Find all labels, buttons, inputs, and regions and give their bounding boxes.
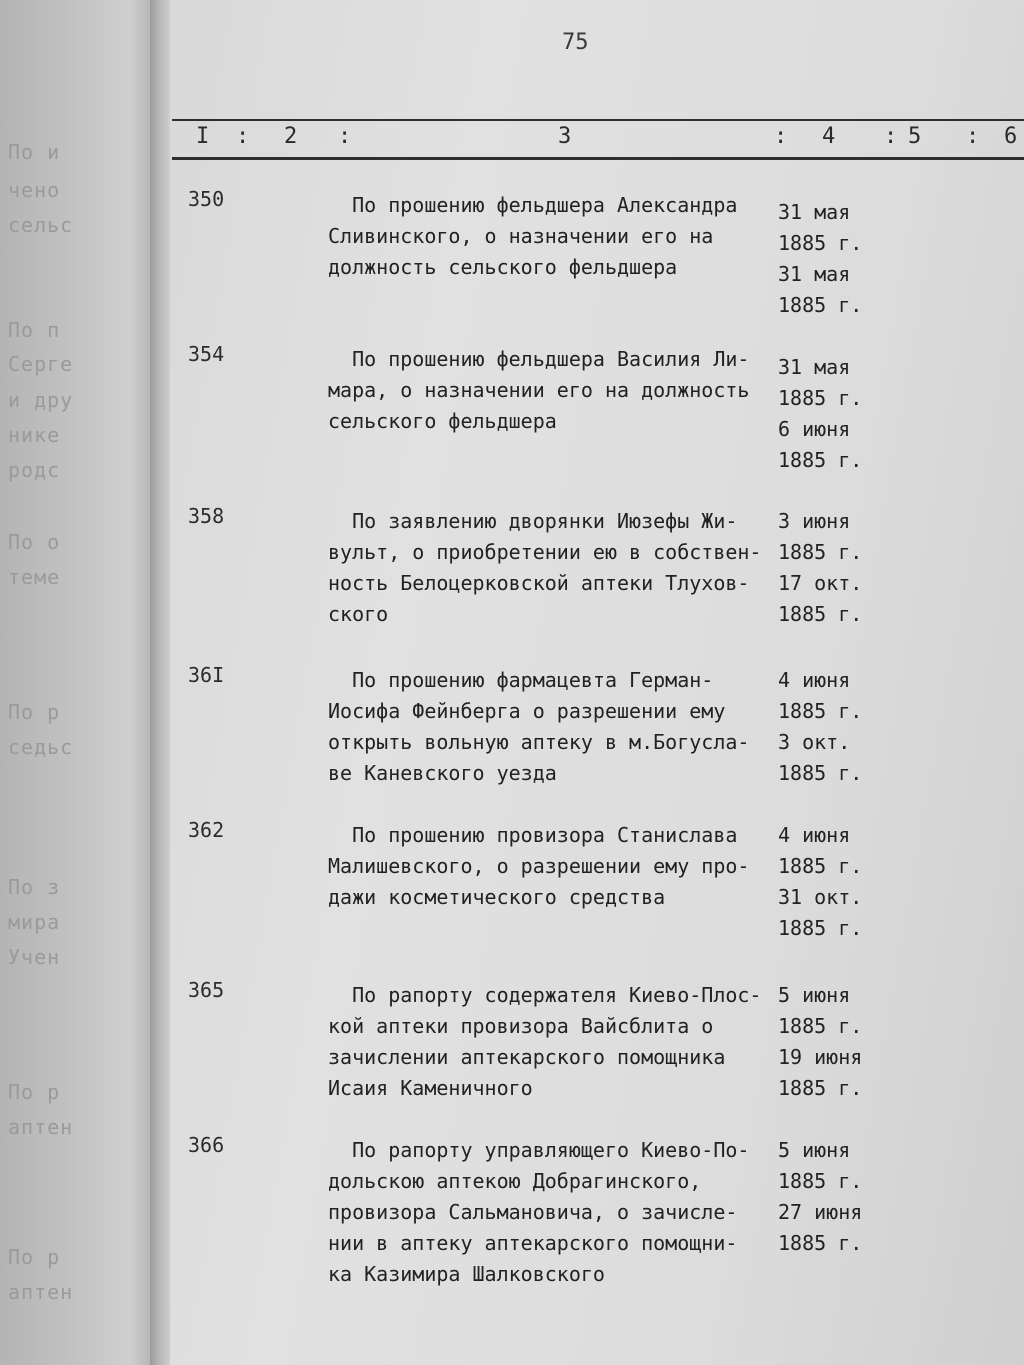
bleed-text: сельс	[8, 213, 74, 237]
bleed-text: По р	[8, 1245, 61, 1269]
entry-description: По прошению фельдшера Александра Сливинского, о назначении его на должность сельского фельдшера	[328, 193, 738, 279]
entry-description: По прошению провизора Станислава Малишевского, о разрешении ему про- дажи косметического средства	[328, 823, 750, 909]
column-separator: :	[966, 124, 980, 149]
entry-number: 354	[188, 342, 225, 366]
column-separator: :	[884, 124, 898, 149]
bleed-text: аптен	[8, 1280, 74, 1304]
entry-dates: 5 июня 1885 г. 27 июня 1885 г.	[778, 1138, 863, 1255]
entry-dates: 4 июня 1885 г. 3 окт. 1885 г.	[778, 668, 863, 785]
entry-number: 358	[188, 504, 225, 528]
entry-dates: 3 июня 1885 г. 17 окт. 1885 г.	[778, 509, 863, 626]
column-header-4: 4	[822, 124, 836, 149]
bleed-text: мира	[8, 910, 61, 934]
column-header-6: 6	[1004, 124, 1018, 149]
bleed-text: По и	[8, 140, 61, 164]
bleed-text: чено	[8, 178, 61, 202]
entry-dates: 5 июня 1885 г. 19 июня 1885 г.	[778, 983, 863, 1100]
book-gutter	[150, 0, 172, 1365]
bleed-text: теме	[8, 565, 61, 589]
entry-description: По рапорту содержателя Киево-Плос- кой аптеки провизора Вайсблита о зачислении аптекарского помощника Исаия Каменичного	[328, 983, 762, 1100]
entry-dates: 31 мая 1885 г. 31 мая 1885 г.	[778, 200, 863, 317]
entry-description: По заявлению дворянки Июзефы Жи- вульт, о приобретении ею в собствен- ность Белоцерковской аптеки Тлухов- ского	[328, 509, 762, 626]
entry-description: По прошению фельдшера Василия Ли- мара, о назначении его на должность сельского фельдшера	[328, 347, 750, 433]
bleed-text: По п	[8, 318, 61, 342]
header-rule-top	[172, 119, 1024, 121]
bleed-text: седьс	[8, 735, 74, 759]
bleed-text: родс	[8, 458, 61, 482]
column-header-1: I	[196, 124, 210, 149]
bleed-text: По з	[8, 875, 61, 899]
column-separator: :	[774, 124, 788, 149]
header-rule-bottom	[172, 157, 1024, 160]
entry-dates: 31 мая 1885 г. 6 июня 1885 г.	[778, 355, 863, 472]
column-header-5: 5	[908, 124, 922, 149]
bleed-text: Учен	[8, 945, 61, 969]
bleed-text: аптен	[8, 1115, 74, 1139]
entry-number: 36I	[188, 663, 225, 687]
bleed-text: Серге	[8, 352, 74, 376]
column-separator: :	[236, 124, 250, 149]
entry-description: По прошению фармацевта Герман- Иосифа Фейнберга о разрешении ему открыть вольную аптеку в м.Богусла- ве Каневского уезда	[328, 668, 750, 785]
bleed-text: нике	[8, 423, 61, 447]
column-header-3: 3	[558, 124, 572, 149]
column-header-2: 2	[284, 124, 298, 149]
entry-number: 350	[188, 187, 225, 211]
entry-number: 365	[188, 978, 225, 1002]
bleed-text: По р	[8, 700, 61, 724]
entry-dates: 4 июня 1885 г. 31 окт. 1885 г.	[778, 823, 863, 940]
page-number: 75	[562, 30, 589, 55]
left-page-edge	[0, 0, 162, 1365]
bleed-text: По о	[8, 530, 61, 554]
bleed-text: и дру	[8, 388, 74, 412]
bleed-text: По р	[8, 1080, 61, 1104]
entry-description: По рапорту управляющего Киево-По- дольскою аптекою Добрагинского, провизора Сальмановича, о зачисле- нии в аптеку аптекарского помощни- ка Казимира Шалковского	[328, 1138, 750, 1286]
entry-number: 362	[188, 818, 225, 842]
column-separator: :	[338, 124, 352, 149]
entry-number: 366	[188, 1133, 225, 1157]
